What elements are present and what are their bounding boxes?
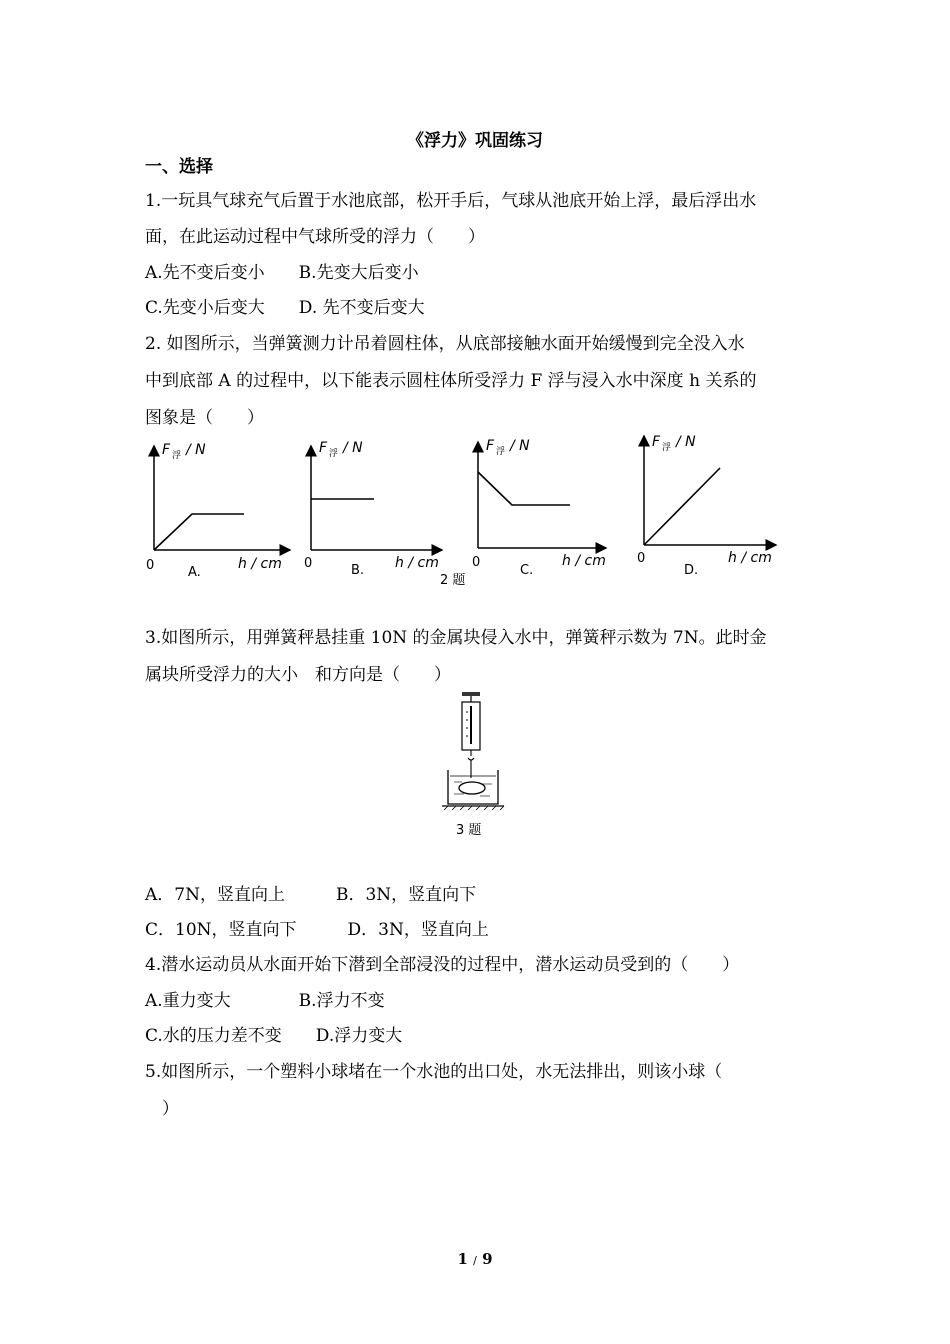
water-beaker bbox=[442, 770, 504, 810]
spring-scale bbox=[462, 692, 480, 778]
q1-options-ab: A.先不变后变小 B.先变大后变小 bbox=[145, 263, 419, 283]
graph-a-x-label: h / cm bbox=[238, 556, 282, 572]
graph-b-origin: 0 bbox=[304, 556, 313, 571]
graph-c-curve bbox=[478, 472, 570, 505]
page-number bbox=[0, 1250, 950, 1268]
graph-b-y-unit: / N bbox=[343, 440, 363, 456]
q5-line1: 5.如图所示，一个塑料小球堵在一个水池的出口处，水无法排出，则该小球（ bbox=[145, 1062, 723, 1082]
graph-a-curve bbox=[154, 514, 244, 550]
graph-c-letter: C. bbox=[520, 563, 534, 578]
graph-a-y-sub: 浮 bbox=[172, 451, 182, 461]
q1-line1: 1.一玩具气球充气后置于水池底部，松开手后，气球从池底开始上浮，最后浮出水 bbox=[145, 191, 757, 211]
graph-c-y-sub: 浮 bbox=[496, 447, 506, 457]
graph-a-y-unit: / N bbox=[186, 442, 206, 458]
graph-c-x-label: h / cm bbox=[562, 553, 606, 569]
graph-a bbox=[146, 442, 290, 580]
graph-a-origin: 0 bbox=[146, 558, 155, 573]
graph-d-y-sub: 浮 bbox=[662, 443, 672, 453]
q3-line2: 属块所受浮力的大小 和方向是（ ） bbox=[145, 665, 451, 685]
graph-c bbox=[440, 438, 606, 588]
graph-c-y-label: F bbox=[486, 438, 495, 454]
q5-line2: ） bbox=[145, 1099, 179, 1119]
graph-d-x-label: h / cm bbox=[728, 550, 772, 566]
q2-line1: 2. 如图所示，当弹簧测力计吊着圆柱体，从底部接触水面开始缓慢到完全没入水 bbox=[145, 334, 745, 354]
page-total: 9 bbox=[482, 1250, 493, 1268]
q2-graphs-figure bbox=[140, 428, 800, 590]
graph-d bbox=[637, 434, 776, 578]
q3-line1: 3.如图所示，用弹簧秤悬挂重 10N 的金属块侵入水中，弹簧秤示数为 7N。此时金 bbox=[145, 628, 767, 648]
graph-c-y-unit: / N bbox=[510, 438, 530, 454]
graph-a-y-label: F bbox=[162, 442, 171, 458]
section-heading: 一、选择 bbox=[145, 157, 213, 177]
q4-options-ab: A.重力变大 B.浮力不变 bbox=[145, 991, 385, 1011]
graph-a-letter: A. bbox=[188, 565, 201, 580]
metal-block bbox=[459, 782, 485, 794]
graph-d-origin: 0 bbox=[637, 551, 646, 566]
page-separator: / bbox=[473, 1254, 477, 1267]
graph-b-y-label: F bbox=[319, 440, 328, 456]
page-title: 《浮力》巩固练习 bbox=[407, 131, 543, 151]
q3-figure-caption: 3 题 bbox=[456, 823, 482, 838]
q2-line2: 中到底部 A 的过程中，以下能表示圆柱体所受浮力 F 浮与浸入水中深度 h 关系的 bbox=[145, 371, 757, 391]
page-current: 1 bbox=[457, 1250, 468, 1268]
q3-options-ab: A．7N，竖直向上 B．3N，竖直向下 bbox=[145, 885, 477, 905]
graph-b-y-sub: 浮 bbox=[329, 449, 339, 459]
q2-line3: 图象是（ ） bbox=[145, 408, 264, 428]
spring-scale-figure bbox=[440, 690, 512, 842]
q1-options-cd: C.先变小后变大 D. 先不变后变大 bbox=[145, 298, 425, 318]
q3-options-cd: C．10N，竖直向下 D．3N，竖直向上 bbox=[145, 920, 489, 940]
graph-c-origin: 0 bbox=[472, 555, 481, 570]
graph-d-curve bbox=[644, 468, 720, 545]
graph-b bbox=[304, 440, 442, 578]
q4-options-cd: C.水的压力差不变 D.浮力变大 bbox=[145, 1026, 403, 1046]
q1-line2: 面，在此运动过程中气球所受的浮力（ ） bbox=[145, 227, 485, 247]
graph-d-y-unit: / N bbox=[676, 434, 696, 450]
graph-d-y-label: F bbox=[652, 434, 661, 450]
graph-b-x-label: h / cm bbox=[395, 555, 439, 571]
q2-figure-caption: 2 题 bbox=[440, 573, 466, 588]
graph-b-letter: B. bbox=[351, 563, 365, 578]
graph-d-letter: D. bbox=[684, 563, 699, 578]
q4-line1: 4.潜水运动员从水面开始下潜到全部浸没的过程中，潜水运动员受到的（ ） bbox=[145, 955, 740, 975]
